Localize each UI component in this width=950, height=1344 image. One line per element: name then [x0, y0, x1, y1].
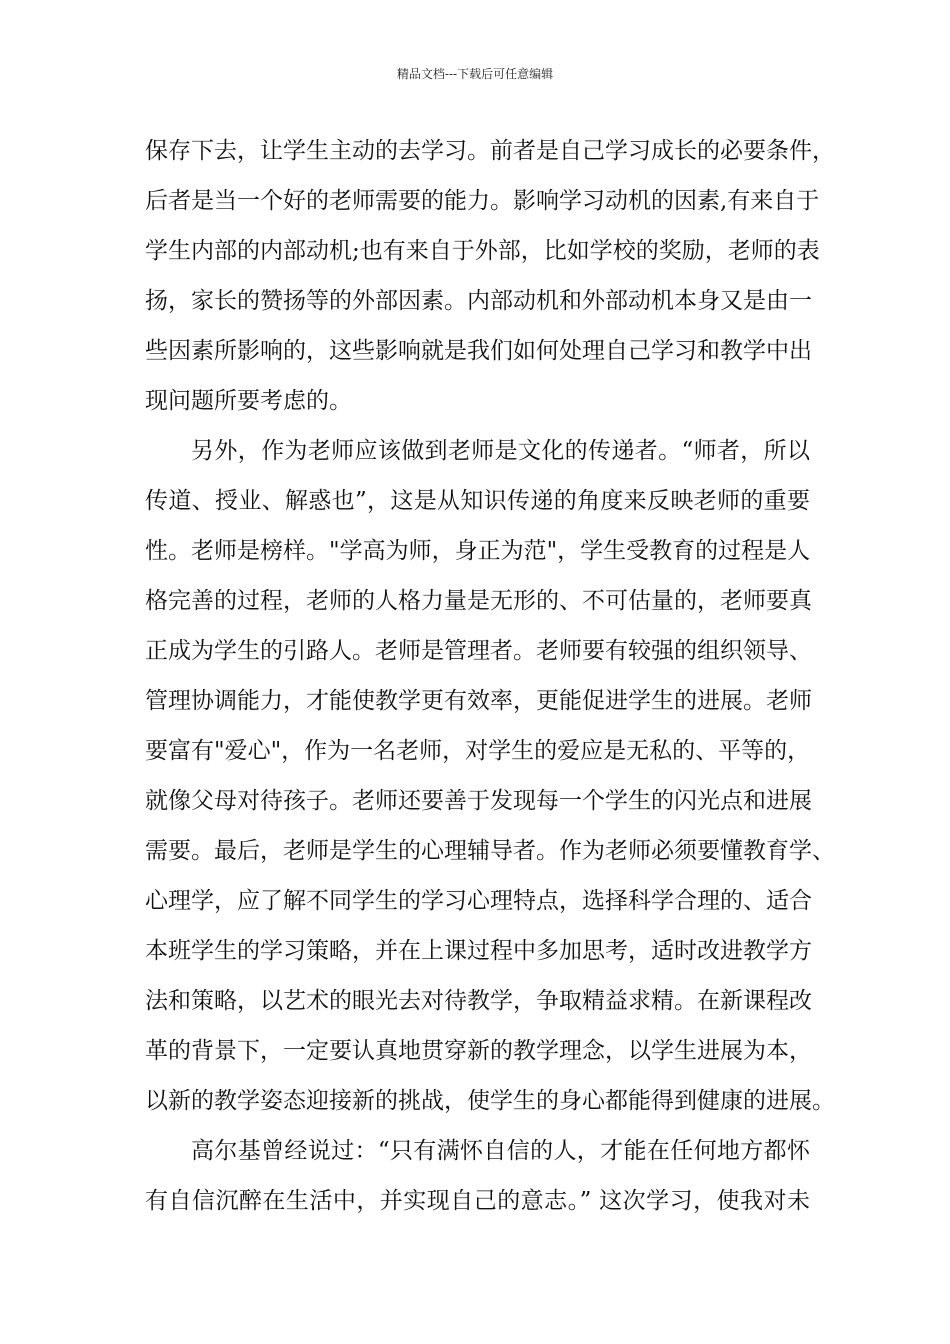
text-line: 要富有"爱心"，作为一名老师，对学生的爱应是无私的、平等的，: [145, 738, 811, 764]
text-line: 保存下去，让学生主动的去学习。前者是自己学习成长的必要条件，: [145, 138, 835, 164]
text-line: 以新的教学姿态迎接新的挑战，使学生的身心都能得到健康的进展。: [145, 1088, 835, 1114]
paragraph-first-line: 另外，作为老师应该做到老师是文化的传递者。“师者，所以: [191, 438, 810, 464]
text-line: 法和策略，以艺术的眼光去对待教学，争取精益求精。在新课程改: [145, 988, 812, 1014]
text-line: 有自信沉醉在生活中，并实现自己的意志。” 这次学习，使我对未: [145, 1188, 810, 1214]
text-line: 心理学，应了解不同学生的学习心理特点，选择科学合理的、适合: [145, 888, 812, 914]
text-line: 革的背景下，一定要认真地贯穿新的教学理念，以学生进展为本，: [145, 1038, 812, 1064]
body-text: [145, 126, 835, 1226]
text-line: 正成为学生的引路人。老师是管理者。老师要有较强的组织领导、: [145, 638, 812, 664]
text-line: 现问题所要考虑的。: [145, 388, 352, 414]
text-line: 扬，家长的赞扬等的外部因素。内部动机和外部动机本身又是由一: [145, 288, 812, 314]
text-line: 后者是当一个好的老师需要的能力。影响学习动机的因素,有来自于: [145, 188, 820, 214]
text-line: 学生内部的内部动机;也有来自于外部，比如学校的奖励，老师的表: [145, 238, 820, 264]
text-line: 性。老师是榜样。"学高为师，身正为范"，学生受教育的过程是人: [145, 538, 811, 564]
text-line: 传道、授业、解惑也”，这是从知识传递的角度来反映老师的重要: [145, 488, 810, 514]
text-line: 管理协调能力，才能使教学更有效率，更能促进学生的进展。老师: [145, 688, 812, 714]
text-line: 就像父母对待孩子。老师还要善于发现每一个学生的闪光点和进展: [145, 788, 812, 814]
text-line: 格完善的过程，老师的人格力量是无形的、不可估量的，老师要真: [145, 588, 812, 614]
text-line: 些因素所影响的，这些影响就是我们如何处理自己学习和教学中出: [145, 338, 812, 364]
page-header: 精品文档---下载后可任意编辑: [396, 67, 554, 81]
paragraph-first-line: 高尔基曾经说过：“只有满怀自信的人，才能在任何地方都怀: [191, 1138, 810, 1164]
text-line: 本班学生的学习策略，并在上课过程中多加思考，适时改进教学方: [145, 938, 812, 964]
text-line: 需要。最后，老师是学生的心理辅导者。作为老师必须要懂教育学、: [145, 838, 835, 864]
